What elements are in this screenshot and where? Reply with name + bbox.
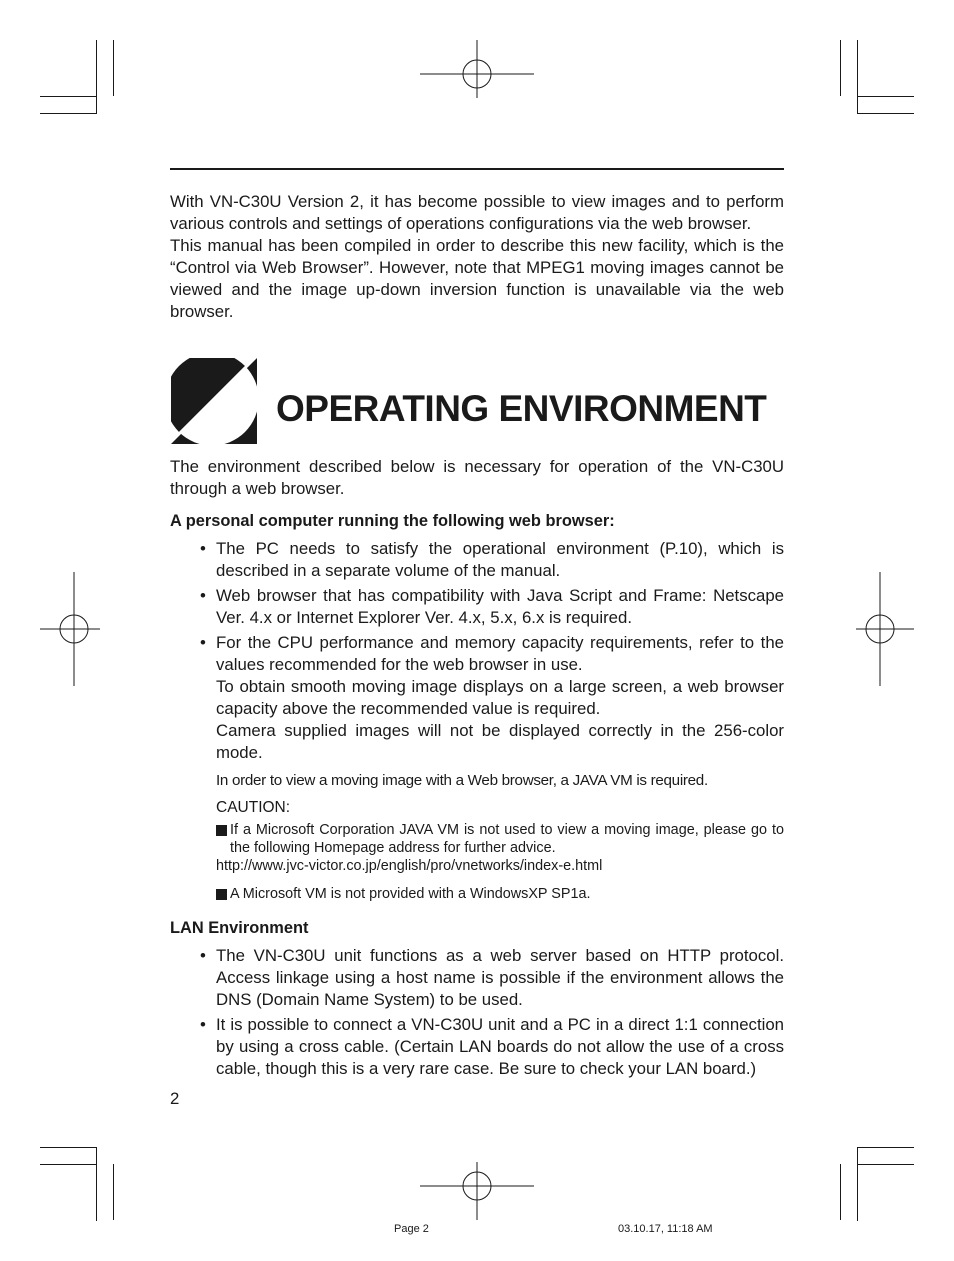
pc-heading: A personal computer running the following web browser: (170, 512, 615, 530)
list-item: • It is possible to connect a VN-C30U unit and a PC in a direct 1:1 connection by using a cross cable. (Certain LAN boards do not allow the use of a cross cable, though this is a very rare case. Be sure to check your LAN board.) (198, 1014, 784, 1080)
list-item: • The PC needs to satisfy the operational environment (P.10), which is described in a separate volume of the manual. (198, 538, 784, 582)
caution-item: If a Microsoft Corporation JAVA VM is not used to view a moving image, please go to the following Homepage address for further advice. (216, 821, 784, 857)
lan-requirements-list (198, 945, 784, 1083)
page-number: 2 (170, 1089, 180, 1108)
list-item: • Web browser that has compatibility with Java Script and Frame: Netscape Ver. 4.x or Internet Explorer Ver. 4.x, 5.x, 6.x is required. (198, 585, 784, 629)
pc-requirements-list (198, 538, 784, 906)
list-item: • The VN-C30U unit functions as a web server based on HTTP protocol. Access linkage using a host name is possible if the environment allows the DNS (Domain Name System) to be used. (198, 945, 784, 1011)
intro-text (170, 191, 784, 323)
caution-url: http://www.jvc-victor.co.jp/english/pro/vnetworks/index-e.html (216, 858, 603, 874)
intro-paragraph-2: This manual has been compiled in order to describe this new facility, which is the “Control via Web Browser”. However, note that MPEG1 moving images cannot be viewed and the image up-down inversion function is unavailable via the web browser. (170, 236, 784, 321)
registration-mark-right (856, 572, 916, 686)
section-intro: The environment described below is necessary for operation of the VN-C30U through a web browser. (170, 457, 784, 498)
section-title: OPERATING ENVIRONMENT (276, 388, 767, 429)
registration-mark-top (420, 40, 534, 114)
list-item: • For the CPU performance and memory capacity requirements, refer to the values recommended for the web browser in use. To obtain smooth moving image displays on a large screen, a web browser capacity above the recommended value is required. Camera supplied images will not be displayed correctly in the 256-color mode. In order to view a moving image with a Web browser, a JAVA VM is required. CAUTION: If a Microsoft Corporation JAVA VM is not used to view a moving image, please go to the following Homepage address for further advice. http://www.jvc-victor.co.jp/english/pro/vnetworks/index-e.html A Microsoft VM is not provided with a WindowsXP SP1a. (198, 632, 784, 903)
footer-timestamp: 03.10.17, 11:18 AM (618, 1223, 713, 1235)
caution-item: A Microsoft VM is not provided with a WindowsXP SP1a. (216, 885, 784, 903)
footer-page: Page 2 (394, 1223, 429, 1235)
square-bullet-icon (216, 889, 227, 900)
caution-label: CAUTION: (216, 799, 291, 816)
section-symbol-icon (171, 358, 257, 444)
header-rule (170, 168, 784, 170)
square-bullet-icon (216, 825, 227, 836)
intro-paragraph-1: With VN-C30U Version 2, it has become possible to view images and to perform various controls and settings of operations configurations via the web browser. (170, 192, 784, 233)
registration-mark-bottom (420, 1162, 534, 1222)
registration-mark-left (40, 572, 100, 686)
lan-heading: LAN Environment (170, 919, 309, 937)
